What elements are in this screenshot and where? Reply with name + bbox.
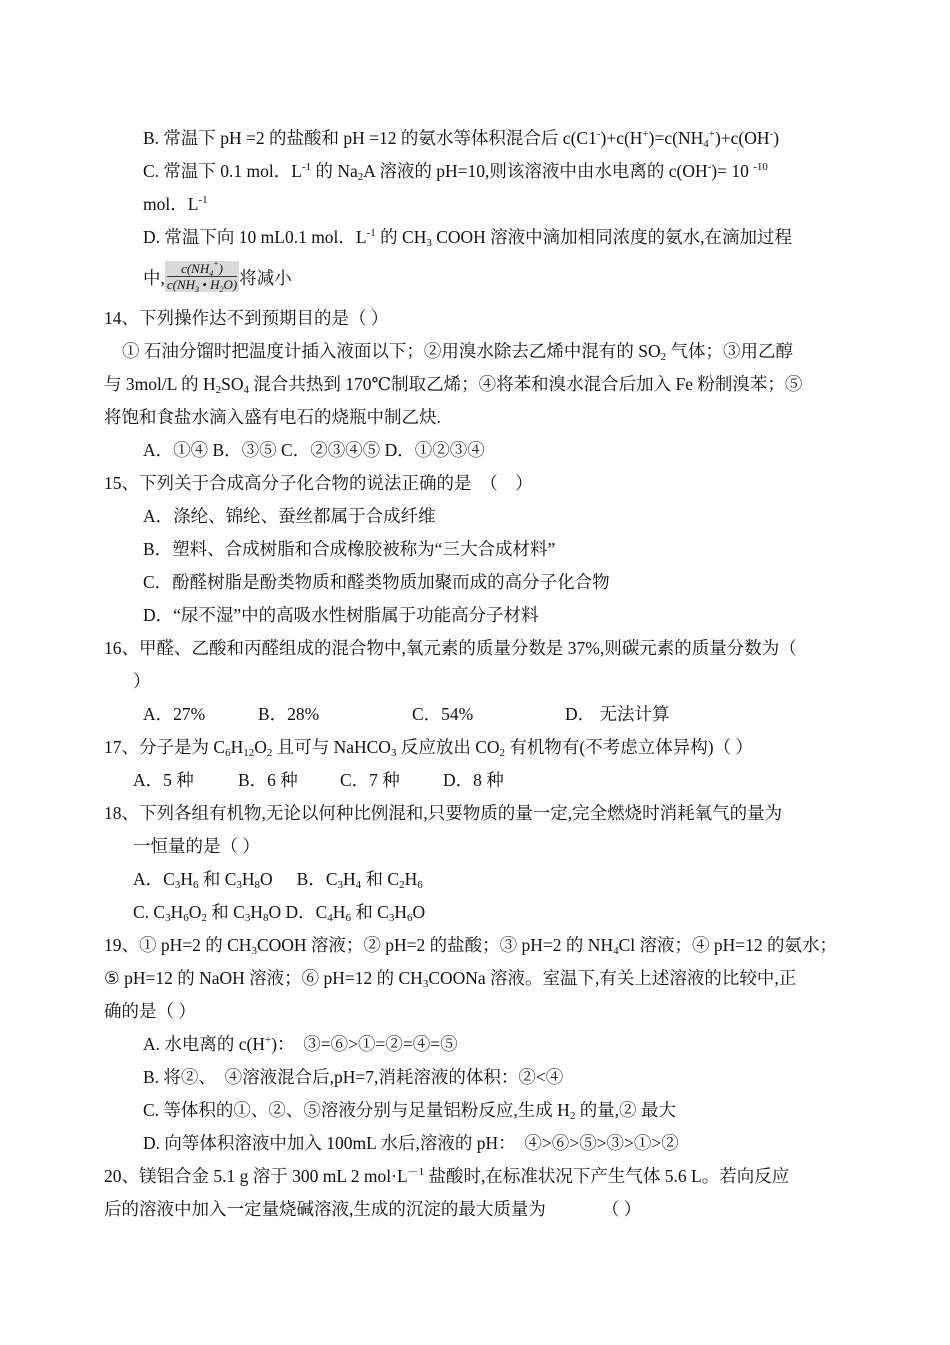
- q14-line3: 将饱和食盐水滴入盛有电石的烧瓶中制乙炔.: [104, 407, 441, 427]
- q18-stem-line2: 一恒量的是（ ）: [133, 836, 260, 856]
- q14-line2: 与 3mol/L 的 $H_2SO_4$ 混合共热到 170℃制取乙烯；④将苯和溴水混合后加入 Fe 粉制溴苯；⑤: [104, 374, 803, 396]
- q18-options-row2: C. $C_3H_6O_2$ 和 $C_3H_8O$ D．$C_4H_6$ 和 $C_3H_6O$: [133, 902, 426, 924]
- q13-option-c-line2: mol．$L^{-1}$: [143, 194, 208, 214]
- q15-option-a: A．涤纶、锦纶、蚕丝都属于合成纤维: [143, 506, 436, 526]
- q15-option-d: D．“尿不湿”中的高吸水性树脂属于功能高分子材料: [143, 605, 539, 625]
- q19-stem-line1: 19、① pH=2 的 $CH_3COOH$ 溶液；② pH=2 的盐酸；③ pH=2 的 $NH_4Cl$ 溶液；④ pH=12 的氨水；: [104, 935, 838, 957]
- q16-option-b: B．28%: [258, 704, 320, 724]
- q13-option-d-line2: 中, $\frac{c(NH_4^+)}{c(NH_3 • H_2O)}$ 将减小: [143, 259, 292, 295]
- fraction-denominator: $c(NH_3$ • $H_2O$): [166, 277, 238, 295]
- q17-option-b: B．6 种: [238, 770, 298, 790]
- fraction-numerator: $c(NH_4^+)$: [167, 261, 237, 277]
- q18-stem-line1: 18、下列各组有机物,无论以何种比例混和,只要物质的量一定,完全燃烧时消耗氧气的量为: [104, 803, 783, 823]
- q16-stem-line1: 16、甲醛、乙酸和丙醛组成的混合物中,氧元素的质量分数是 37%,则碳元素的质量分数为（: [104, 638, 797, 658]
- q13-option-b: B. 常温下 pH =2 的盐酸和 pH =12 的氨水等体积混合后 $c(C1^-)+c(H^+)=c(NH_4^+)+c(OH^-)$: [143, 128, 780, 150]
- q19-option-b: B. 将②、 ④溶液混合后,pH=7,消耗溶液的体积：②<④: [143, 1067, 564, 1087]
- q14-stem: 14、下列操作达不到预期目的是（ ）: [104, 308, 389, 328]
- q13-option-c-line1: C. 常温下 0.1 mol．$L^{-1}$ 的 $Na_2A$ 溶液的 pH=10,则该溶液中由水电离的 c(OH-)= 10 $^{-10}$: [143, 161, 768, 183]
- q14-line1: ① 石油分馏时把温度计插入液面以下；②用溴水除去乙烯中混有的 $SO_2$ 气体；③用乙醇: [122, 341, 793, 363]
- q16-stem-line2: ）: [133, 671, 151, 691]
- q15-stem: 15、下列关于合成高分子化合物的说法正确的是 （ ）: [104, 473, 533, 493]
- q13-option-d-line1: D. 常温下向 10 mL0.1 mol．$L^{-1}$ 的 $CH_3$ COOH 溶液中滴加相同浓度的氨水,在滴加过程: [143, 227, 793, 249]
- q19-stem-line2: ⑤ pH=12 的 NaOH 溶液；⑥ pH=12 的 $CH_3COONa$ 溶液。室温下,有关上述溶液的比较中,正: [104, 968, 797, 990]
- q18-options-row1: A．$C_3H_6$ 和 $C_3H_8O$ B．$C_3H_4$ 和 $C_2H_6$: [133, 869, 423, 891]
- q19-option-a: A. 水电离的 c(H+)： ③=⑥>①=②=④=⑤: [143, 1034, 458, 1054]
- q19-stem-line3: 确的是（ ）: [104, 1001, 196, 1021]
- q16-option-c: C．54%: [412, 704, 474, 724]
- q15-option-b: B．塑料、合成树脂和合成橡胶被称为“三大合成材料”: [143, 539, 556, 559]
- q20-stem-line2: 后的溶液中加入一定量烧碱溶液,生成的沉淀的最大质量为 （ ）: [104, 1199, 642, 1219]
- q17-option-a: A．5 种: [133, 770, 194, 790]
- q17-option-c: C．7 种: [340, 770, 400, 790]
- q17-option-d: D．8 种: [443, 770, 504, 790]
- q16-option-d: D． 无法计算: [565, 704, 670, 724]
- q15-option-c: C．酚醛树脂是酚类物质和醛类物质加聚而成的高分子化合物: [143, 572, 610, 592]
- q19-option-c: C. 等体积的①、②、⑤溶液分别与足量铝粉反应,生成 $H_2$ 的量,② 最大: [143, 1100, 676, 1122]
- q17-stem: 17、分子是为 $C_6H_{12}O_2$ 且可与 NaHCO$_3$ 反应放出 $CO_2$ 有机物有(不考虑立体异构)（ ）: [104, 737, 753, 759]
- q16-option-a: A．27%: [143, 704, 206, 724]
- q14-options: A．①④ B．③⑤ C．②③④⑤ D．①②③④: [143, 440, 485, 460]
- concentration-ratio-fraction: [165, 259, 239, 295]
- q19-option-d: D. 向等体积溶液中加入 100mL 水后,溶液的 pH： ④>⑥>⑤>③>①>②: [143, 1133, 679, 1153]
- q20-stem-line1: 20、镁铝合金 5.1 g 溶于 300 mL 2 $mol\cdot L^{-1}$ 盐酸时,在标准状况下产生气体 5.6 L。若向反应: [104, 1166, 790, 1186]
